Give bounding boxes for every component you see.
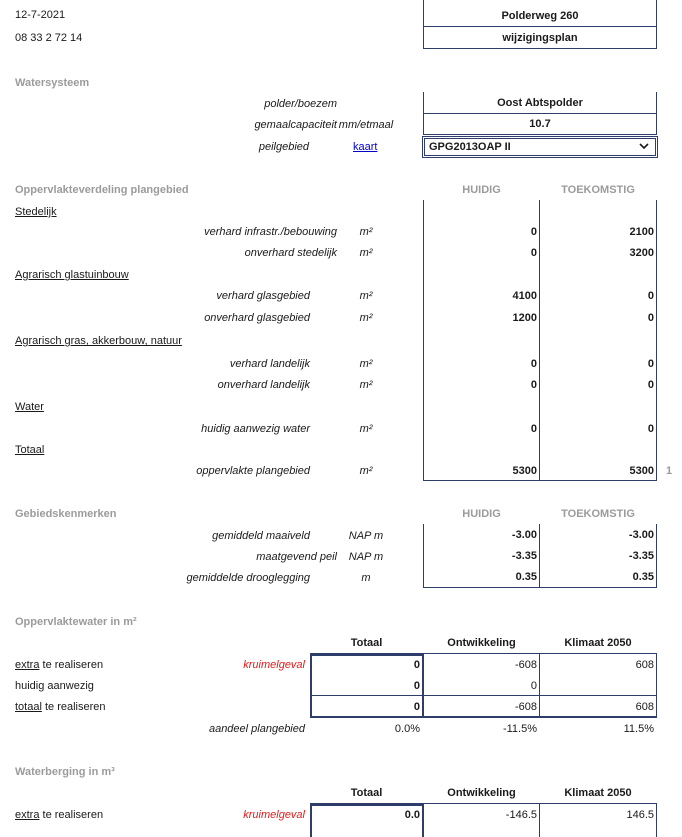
value-klimaat: 11.5% <box>623 723 654 735</box>
kaart-link[interactable]: kaart <box>353 141 378 153</box>
value-toekomstig: 0 <box>647 290 654 302</box>
value-huidig: 4100 <box>512 290 537 302</box>
section-gebiedskenmerken: Gebiedskenmerken <box>15 508 117 520</box>
col-ontwikkeling: Ontwikkeling <box>447 787 516 799</box>
value-huidig: 0.35 <box>515 571 537 583</box>
extra-link[interactable]: extra <box>15 809 40 821</box>
section-oppervlakte: Oppervlakteverdeling plangebied <box>15 184 189 196</box>
col-totaal: Totaal <box>350 787 383 799</box>
value-totaal: 0 <box>413 701 420 713</box>
value-ontwikkeling: -146.5 <box>505 809 537 821</box>
header-date: 12-7-2021 <box>15 9 66 21</box>
col-toekomstig: TOEKOMSTIG <box>561 508 635 520</box>
value-ontwikkeling: -608 <box>514 659 537 671</box>
value-ontwikkeling: 0 <box>530 680 537 692</box>
value-huidig: 0 <box>530 358 537 370</box>
unit-gemaalcapaciteit: mm/etmaal <box>338 119 394 131</box>
peilgebied-select[interactable] <box>424 138 656 156</box>
value-toekomstig: 0 <box>647 423 654 435</box>
unit: m² <box>359 358 373 370</box>
row-totaal <box>15 701 106 713</box>
label-row: gemiddeld maaiveld <box>212 530 310 542</box>
value-klimaat: 146.5 <box>626 809 654 821</box>
totaal-link[interactable]: totaal <box>15 701 42 713</box>
unit: m² <box>359 312 373 324</box>
row-huidig-label: huidig aanwezig <box>15 680 94 692</box>
chevron-down-icon[interactable] <box>639 141 649 153</box>
category-gras: Agrarisch gras, akkerbouw, natuur <box>15 335 182 347</box>
value-toekomstig: 5300 <box>629 465 654 477</box>
value-klimaat: 608 <box>635 701 654 713</box>
unit: NAP m <box>348 551 384 563</box>
value-huidig: 0 <box>530 247 537 259</box>
col-ontwikkeling: Ontwikkeling <box>447 637 516 649</box>
value-ontwikkeling: -11.5% <box>502 723 537 735</box>
value-totaal: 0 <box>413 659 420 671</box>
col-huidig: HUIDIG <box>462 508 501 520</box>
value-gemaalcapaciteit: 10.7 <box>529 118 551 130</box>
label-row: onverhard stedelijk <box>244 247 337 259</box>
value-huidig: 0 <box>530 423 537 435</box>
value-ontwikkeling: -608 <box>514 701 537 713</box>
col-klimaat: Klimaat 2050 <box>564 787 632 799</box>
value-toekomstig: 0.35 <box>632 571 654 583</box>
unit: m <box>361 572 371 584</box>
unit: m² <box>359 423 373 435</box>
row-extra-rest: te realiseren <box>39 659 104 671</box>
value-huidig: -3.00 <box>511 529 537 541</box>
label-polder: polder/boezem <box>264 98 337 110</box>
category-water: Water <box>15 401 44 413</box>
label-peilgebied: peilgebied <box>258 141 309 153</box>
value-toekomstig: 3200 <box>629 247 654 259</box>
value-toekomstig: 0 <box>647 358 654 370</box>
value-klimaat: 608 <box>635 659 654 671</box>
label-row: oppervlakte plangebied <box>196 465 310 477</box>
value-totaal: 0 <box>413 680 420 692</box>
value-polder: Oost Abtspolder <box>497 97 583 109</box>
value-toekomstig: -3.35 <box>628 550 654 562</box>
label-row: huidig aanwezig water <box>201 423 310 435</box>
peilgebied-select-value: GPG2013OAP II <box>429 141 511 153</box>
label-row: verhard infrastr./bebouwing <box>204 226 337 238</box>
label-row: verhard landelijk <box>229 358 310 370</box>
unit: m² <box>359 247 373 259</box>
col-klimaat: Klimaat 2050 <box>564 637 632 649</box>
value-huidig: 0 <box>530 226 537 238</box>
label-row: onverhard glasgebied <box>204 312 310 324</box>
side-mark: 1 <box>666 465 673 477</box>
col-huidig: HUIDIG <box>462 184 501 196</box>
label-row: maatgevend peil <box>256 551 337 563</box>
value-totaal: 0.0% <box>394 723 420 735</box>
row-berging-rest: te realiseren <box>39 809 104 821</box>
label-row: onverhard landelijk <box>217 379 310 391</box>
unit: m² <box>359 226 373 238</box>
value-toekomstig: 0 <box>647 379 654 391</box>
row-berging-extra <box>15 809 103 821</box>
section-waterberging: Waterberging in m³ <box>15 766 115 778</box>
label-row: verhard glasgebied <box>216 290 310 302</box>
unit: m² <box>359 379 373 391</box>
kruimelgeval-note: kruimelgeval <box>243 809 305 821</box>
value-huidig: 1200 <box>512 312 537 324</box>
header-phone: 08 33 2 72 14 <box>15 32 83 44</box>
value-toekomstig: -3.00 <box>628 529 654 541</box>
project-name: Polderweg 260 <box>501 10 579 22</box>
value-toekomstig: 2100 <box>629 226 654 238</box>
row-totaal-rest: te realiseren <box>41 701 106 713</box>
col-toekomstig: TOEKOMSTIG <box>561 184 635 196</box>
value-toekomstig: 0 <box>647 312 654 324</box>
category-glastuinbouw: Agrarisch glastuinbouw <box>15 269 129 281</box>
value-huidig: 5300 <box>512 465 537 477</box>
value-huidig: 0 <box>530 379 537 391</box>
label-row: gemiddelde drooglegging <box>186 572 310 584</box>
label-aandeel: aandeel plangebied <box>208 723 305 735</box>
col-totaal: Totaal <box>350 637 383 649</box>
row-extra <box>15 659 103 671</box>
category-totaal: Totaal <box>15 444 45 456</box>
unit: m² <box>359 465 373 477</box>
label-gemaalcapaciteit: gemaalcapaciteit <box>254 119 337 131</box>
extra-link[interactable]: extra <box>15 659 40 671</box>
section-oppervlaktewater: Oppervlaktewater in m² <box>15 616 137 628</box>
section-watersysteem: Watersysteem <box>15 77 90 89</box>
unit: NAP m <box>348 530 384 542</box>
plan-type: wijzigingsplan <box>502 32 578 44</box>
unit: m² <box>359 290 373 302</box>
value-huidig: -3.35 <box>511 550 537 562</box>
value-totaal: 0.0 <box>404 809 420 821</box>
category-stedelijk: Stedelijk <box>15 206 57 218</box>
kruimelgeval-note: kruimelgeval <box>243 659 305 671</box>
